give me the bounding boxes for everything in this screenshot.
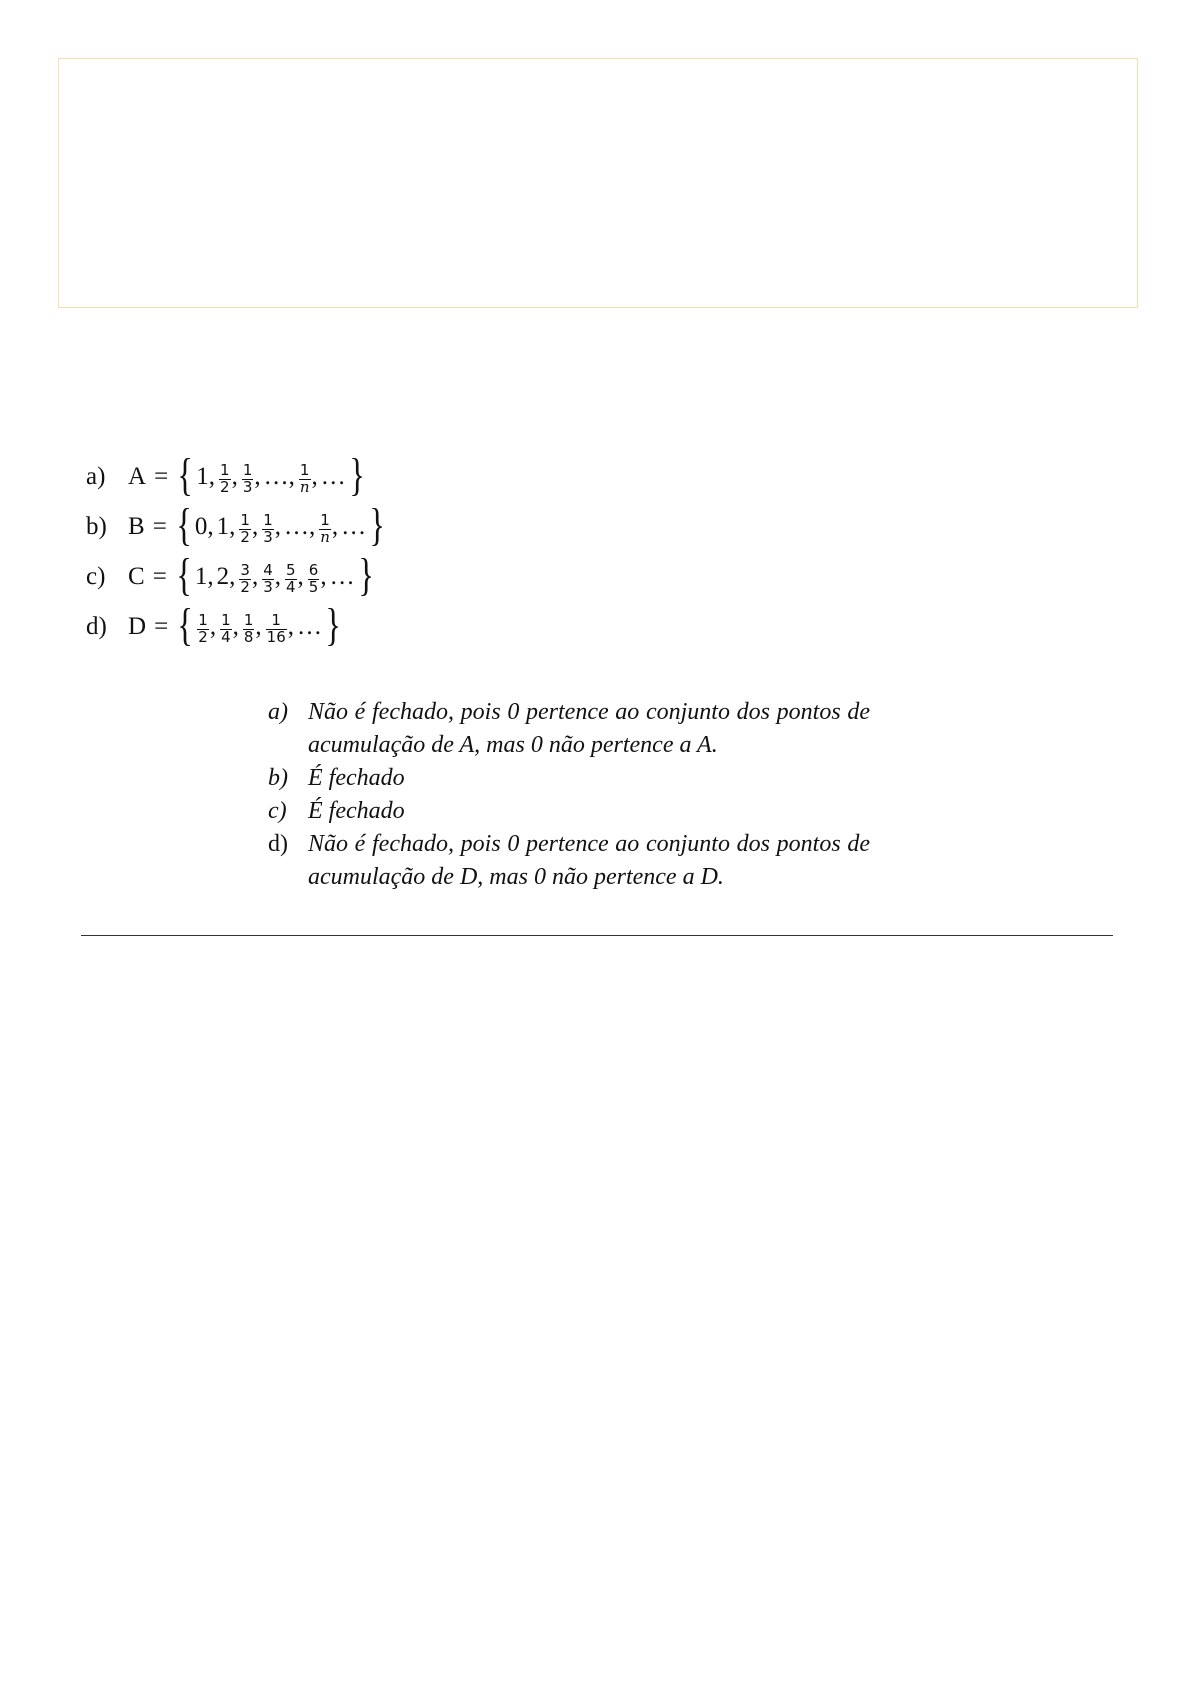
denominator: 2 (240, 527, 250, 546)
sets-list (86, 449, 686, 652)
answer-text: É fechado (308, 765, 405, 791)
left-brace: { (176, 549, 192, 600)
set-element: 2 (216, 563, 230, 590)
fraction (284, 561, 298, 594)
numerator: 1 (242, 460, 253, 479)
fraction-stack (285, 560, 297, 596)
comma-separator: , (207, 563, 214, 590)
set-row (86, 549, 686, 602)
set-element: … (263, 463, 289, 490)
fraction (261, 511, 275, 544)
header-box (58, 58, 1138, 308)
right-brace: } (357, 549, 374, 600)
comma-separator: , (254, 463, 261, 490)
numerator: 1 (198, 610, 208, 629)
fraction (218, 461, 232, 494)
fraction (261, 561, 275, 594)
numerator: 4 (263, 560, 273, 579)
comma-separator: , (251, 563, 259, 590)
comma-separator: , (229, 513, 236, 540)
denominator: 2 (220, 477, 230, 496)
fraction-stack (197, 610, 209, 646)
fraction-stack (220, 610, 232, 646)
comma-separator: , (274, 513, 281, 540)
set-elements (196, 461, 346, 494)
numerator: 6 (308, 560, 319, 579)
fraction-stack (262, 560, 274, 596)
denominator: 4 (285, 577, 296, 596)
denominator: 3 (242, 477, 253, 496)
denominator: n (299, 477, 310, 496)
right-brace: } (325, 599, 341, 650)
set-element: … (320, 463, 346, 490)
set-elements (196, 611, 322, 644)
comma-separator: , (311, 463, 318, 490)
set-name: B (128, 513, 145, 540)
denominator: 8 (243, 627, 254, 646)
numerator: 1 (243, 610, 254, 629)
fraction (196, 611, 210, 644)
denominator: 16 (266, 627, 286, 646)
fraction (238, 511, 252, 544)
fraction-stack (243, 610, 255, 646)
set-elements (195, 511, 366, 544)
set-element: 1 (194, 563, 208, 590)
comma-separator: , (331, 513, 339, 540)
comma-separator: , (208, 463, 216, 490)
fraction-stack (308, 560, 320, 596)
numerator: 5 (285, 560, 296, 579)
set-element: … (297, 613, 322, 640)
numerator: 1 (220, 460, 230, 479)
fraction-stack (242, 460, 254, 496)
fraction-stack (239, 560, 251, 596)
numerator: 1 (240, 510, 250, 529)
set-letter: b) (86, 513, 107, 540)
equals-sign: = (152, 563, 167, 590)
fraction (238, 561, 252, 594)
fraction-stack (319, 510, 331, 546)
comma-separator: , (274, 563, 281, 590)
answer-letter: b) (268, 765, 288, 791)
set-elements (195, 561, 355, 594)
fraction-stack (266, 610, 287, 646)
numerator: 1 (320, 510, 330, 529)
equals-sign: = (154, 463, 169, 490)
comma-separator: , (308, 513, 316, 540)
set-row (86, 599, 686, 652)
fraction-stack (219, 460, 231, 496)
comma-separator: , (229, 563, 236, 590)
denominator: 5 (308, 577, 319, 596)
comma-separator: , (251, 513, 259, 540)
numerator: 1 (221, 610, 231, 629)
numerator: 1 (299, 460, 310, 479)
fraction (318, 511, 332, 544)
fraction (307, 561, 321, 594)
set-name: A (128, 463, 147, 490)
set-row (86, 499, 686, 552)
right-brace: } (369, 499, 385, 550)
fraction-stack (299, 460, 311, 496)
numerator: 1 (271, 610, 281, 629)
left-brace: { (177, 599, 193, 650)
right-brace: } (349, 449, 365, 500)
answer-item (268, 696, 870, 762)
equals-sign: = (154, 613, 169, 640)
left-brace: { (177, 449, 193, 500)
horizontal-rule (81, 935, 1113, 936)
fraction (242, 611, 256, 644)
denominator: n (320, 527, 330, 546)
comma-separator: , (287, 613, 294, 640)
comma-separator: , (297, 563, 304, 590)
set-name: C (128, 563, 145, 590)
comma-separator: , (288, 463, 295, 490)
answer-text: Não é fechado, pois 0 pertence ao conjunto dos pontos de acumulação de D, mas 0 não pertence a D. (308, 831, 870, 890)
comma-separator: , (207, 513, 214, 540)
denominator: 2 (198, 627, 208, 646)
set-element: … (283, 513, 309, 540)
answer-text: Não é fechado, pois 0 pertence ao conjunto dos pontos de acumulação de A, mas 0 não pertence a A. (308, 699, 870, 758)
set-letter: a) (86, 463, 106, 490)
fraction (298, 461, 312, 494)
comma-separator: , (255, 613, 262, 640)
denominator: 2 (240, 577, 250, 596)
answer-letter: d) (268, 831, 288, 857)
set-letter: c) (86, 563, 106, 590)
fraction (241, 461, 255, 494)
set-element: … (329, 563, 355, 590)
fraction-stack (239, 510, 251, 546)
set-element: … (341, 513, 367, 540)
numerator: 1 (263, 510, 273, 529)
answer-letter: a) (268, 699, 288, 725)
set-name: D (128, 613, 147, 640)
set-element: 0 (194, 513, 208, 540)
set-element: 1 (196, 463, 209, 490)
comma-separator: , (209, 613, 217, 640)
set-element: 1 (216, 513, 230, 540)
fraction-stack (262, 510, 274, 546)
answers-list (268, 696, 870, 894)
numerator: 3 (240, 560, 250, 579)
answer-item (268, 795, 870, 828)
denominator: 3 (263, 577, 273, 596)
denominator: 3 (263, 527, 273, 546)
comma-separator: , (231, 463, 238, 490)
left-brace: { (176, 499, 192, 550)
denominator: 4 (221, 627, 231, 646)
set-row (86, 449, 686, 502)
equals-sign: = (152, 513, 167, 540)
set-letter: d) (86, 613, 107, 640)
fraction (219, 611, 233, 644)
answer-text: É fechado (308, 798, 405, 824)
answer-item (268, 762, 870, 795)
answer-item (268, 828, 870, 894)
fraction (265, 611, 288, 644)
answer-letter: c) (268, 798, 287, 824)
comma-separator: , (232, 613, 239, 640)
comma-separator: , (320, 563, 327, 590)
